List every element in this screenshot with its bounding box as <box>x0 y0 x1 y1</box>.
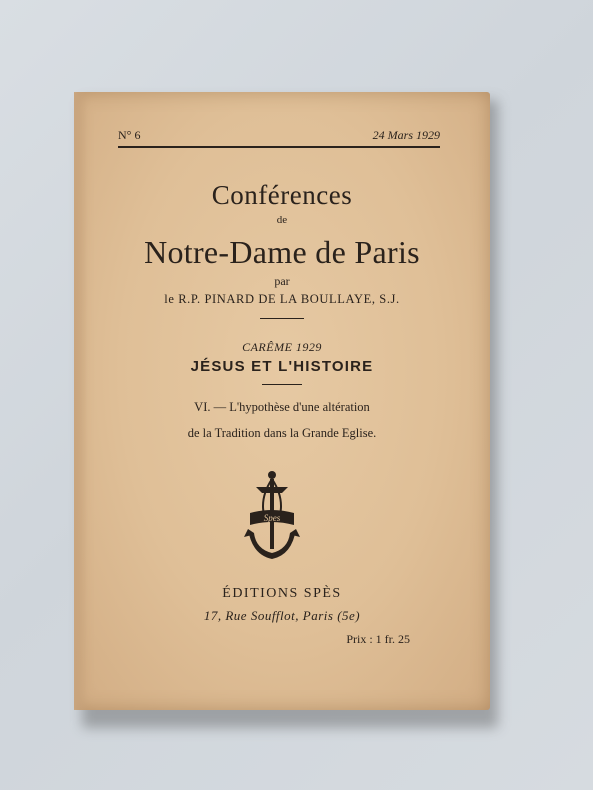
issue-date: 24 Mars 1929 <box>372 128 440 142</box>
title-conferences: Conférences <box>211 180 353 210</box>
issue-number: N° 6 <box>118 128 141 142</box>
subject-title: JÉSUS ET L'HISTOIRE <box>190 358 374 375</box>
title-de: de <box>276 214 288 226</box>
author: le R.P. PINARD DE LA BOULLAYE, S.J. <box>164 292 400 306</box>
publisher-address: 17, Rue Soufflot, Paris (5e) <box>203 608 361 623</box>
series-careme: CARÊME 1929 <box>242 340 322 354</box>
anchor-emblem <box>242 467 302 567</box>
price: Prix : 1 fr. 25 <box>346 632 410 646</box>
lecture-title-line1: VI. — L'hypothèse d'une altération <box>194 400 370 414</box>
booklet-cover <box>74 92 490 710</box>
cover-header <box>118 128 440 146</box>
title-notre-dame: Notre-Dame de Paris <box>144 234 420 270</box>
header-rule <box>118 146 440 148</box>
lecture-title-line2: de la Tradition dans la Grande Eglise. <box>187 426 377 440</box>
publisher: ÉDITIONS SPÈS <box>222 586 342 601</box>
svg-text:Spes: Spes <box>263 513 281 523</box>
divider-2 <box>262 384 302 385</box>
title-par: par <box>274 274 290 288</box>
divider-1 <box>260 318 304 319</box>
